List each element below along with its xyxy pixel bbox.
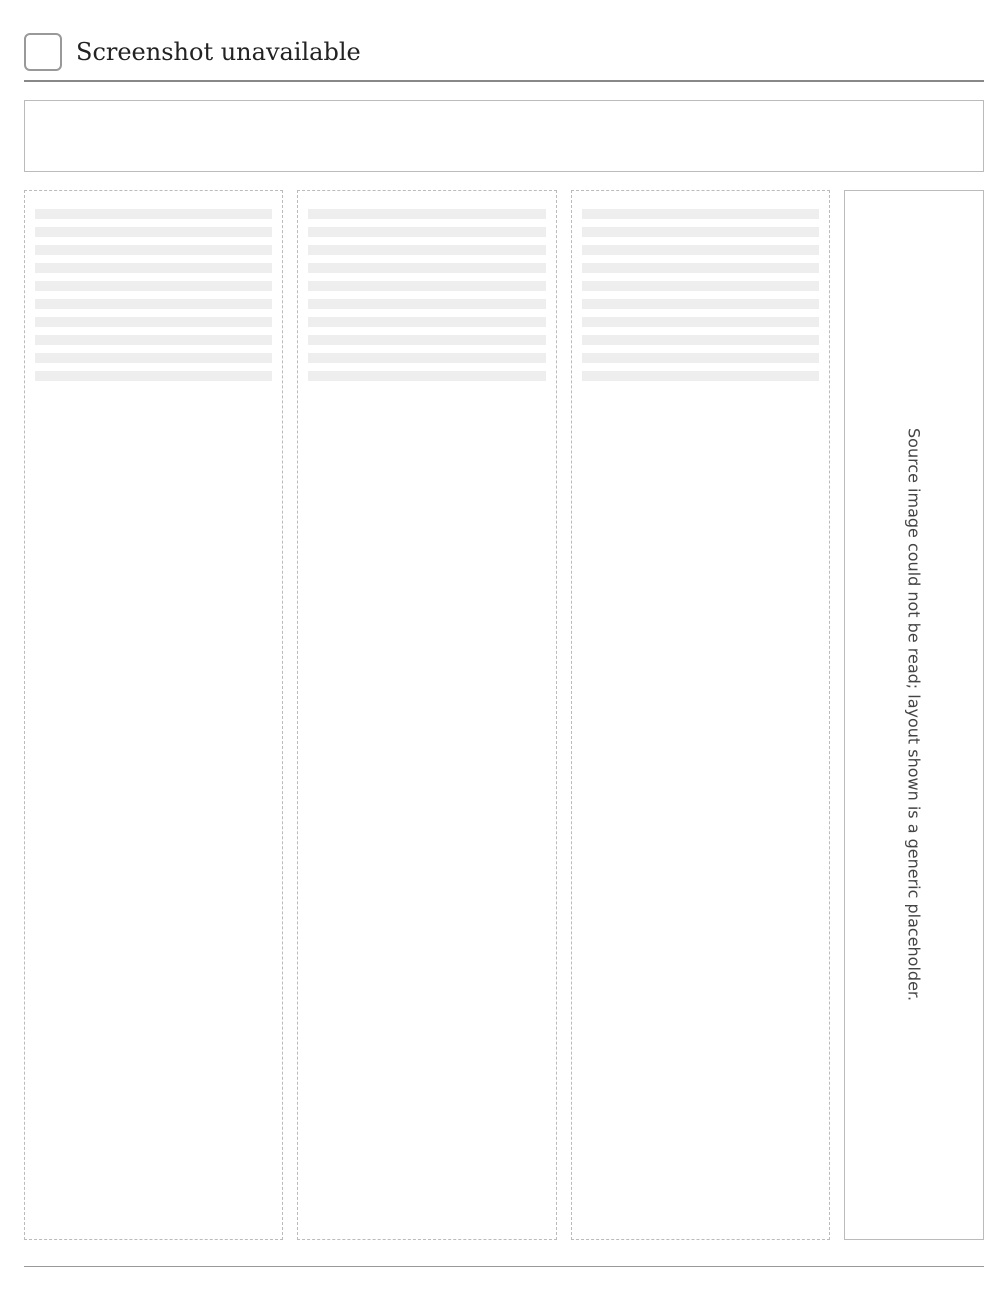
column-2-placeholder-lines [308,209,545,381]
column-1 [24,190,283,1240]
column-3 [571,190,830,1240]
notice-panel [844,190,984,1240]
page-title: Screenshot unavailable [76,38,361,66]
notice-text: Source image could not be read; layout shown is a generic placeholder. [904,428,924,1002]
page-footer [24,1266,984,1295]
headline-banner [24,100,984,172]
masthead-mark [24,33,62,71]
column-3-placeholder-lines [582,209,819,381]
page-header [24,24,984,82]
column-2 [297,190,556,1240]
header-left [24,33,361,71]
content-grid [24,190,984,1240]
column-1-placeholder-lines [35,209,272,381]
